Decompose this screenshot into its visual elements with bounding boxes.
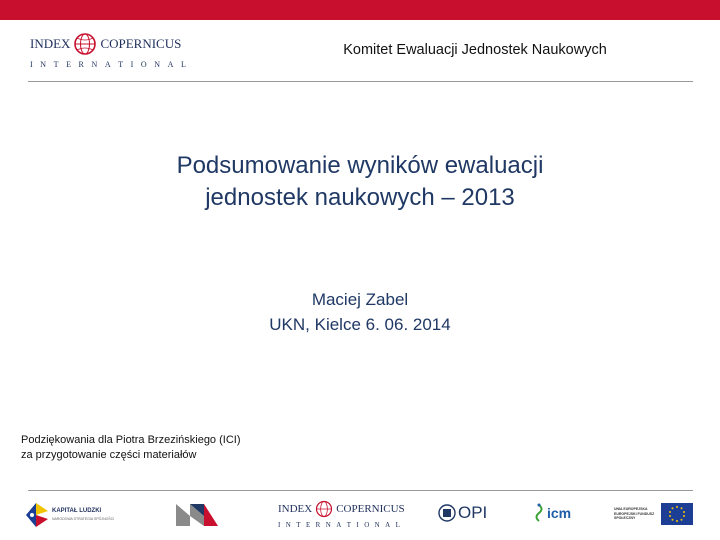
footer-logo-word-index: INDEX bbox=[278, 503, 313, 515]
ministry-logo bbox=[176, 502, 218, 531]
globe-icon bbox=[314, 500, 334, 518]
committee-title: Komitet Ewaluacji Jednostek Naukowych bbox=[343, 42, 607, 58]
opi-logo bbox=[438, 503, 487, 523]
author-name: Maciej Zabel bbox=[311, 290, 409, 309]
kapital-label: KAPITAŁ LUDZKI bbox=[52, 508, 102, 514]
ack-line2: za przygotowanie części materiałów bbox=[21, 449, 197, 461]
kapital-sub: NARODOWA STRATEGIA SPÓJNOŚCI bbox=[52, 517, 115, 521]
kapital-ludzki-icon bbox=[26, 501, 48, 529]
opi-label: OPI bbox=[458, 503, 488, 522]
logo-word-copernicus: COPERNICUS bbox=[100, 36, 182, 51]
icm-icon bbox=[532, 503, 546, 523]
acknowledgement bbox=[21, 433, 241, 463]
opi-icon bbox=[438, 504, 456, 522]
kapital-ludzki-logo bbox=[26, 500, 146, 530]
logo-subtitle: I N T E R N A T I O N A L bbox=[30, 60, 186, 69]
slide-title-line2: jednostek naukowych – 2013 bbox=[205, 184, 515, 211]
author-block bbox=[160, 287, 560, 337]
icm-label: icm bbox=[547, 505, 572, 521]
ack-line1: Podziękowania dla Piotra Brzezińskiego (ICI) bbox=[21, 434, 241, 446]
footer-logo-subtitle: I N T E R N A T I O N A L bbox=[278, 521, 400, 529]
index-copernicus-footer-logo bbox=[278, 500, 405, 529]
event-info: UKN, Kielce 6. 06. 2014 bbox=[269, 315, 451, 334]
eu-flag-icon bbox=[661, 503, 693, 525]
ministry-icon bbox=[176, 502, 218, 526]
footer-logo-word-copernicus: COPERNICUS bbox=[336, 503, 405, 515]
globe-icon bbox=[72, 32, 98, 56]
eu-label: UNIA EUROPEJSKA EUROPEJSKI FUNDUSZ SPOŁECZNY bbox=[614, 507, 655, 521]
header-divider bbox=[28, 81, 693, 82]
slide-title-line1: Podsumowanie wyników ewaluacji bbox=[176, 152, 544, 179]
index-copernicus-logo bbox=[30, 32, 186, 69]
top-accent-bar bbox=[0, 0, 720, 20]
eu-logo bbox=[614, 503, 693, 525]
footer-divider bbox=[28, 490, 693, 491]
logo-word-index: INDEX bbox=[30, 36, 71, 51]
icm-logo bbox=[532, 503, 571, 523]
slide-title bbox=[60, 150, 660, 214]
